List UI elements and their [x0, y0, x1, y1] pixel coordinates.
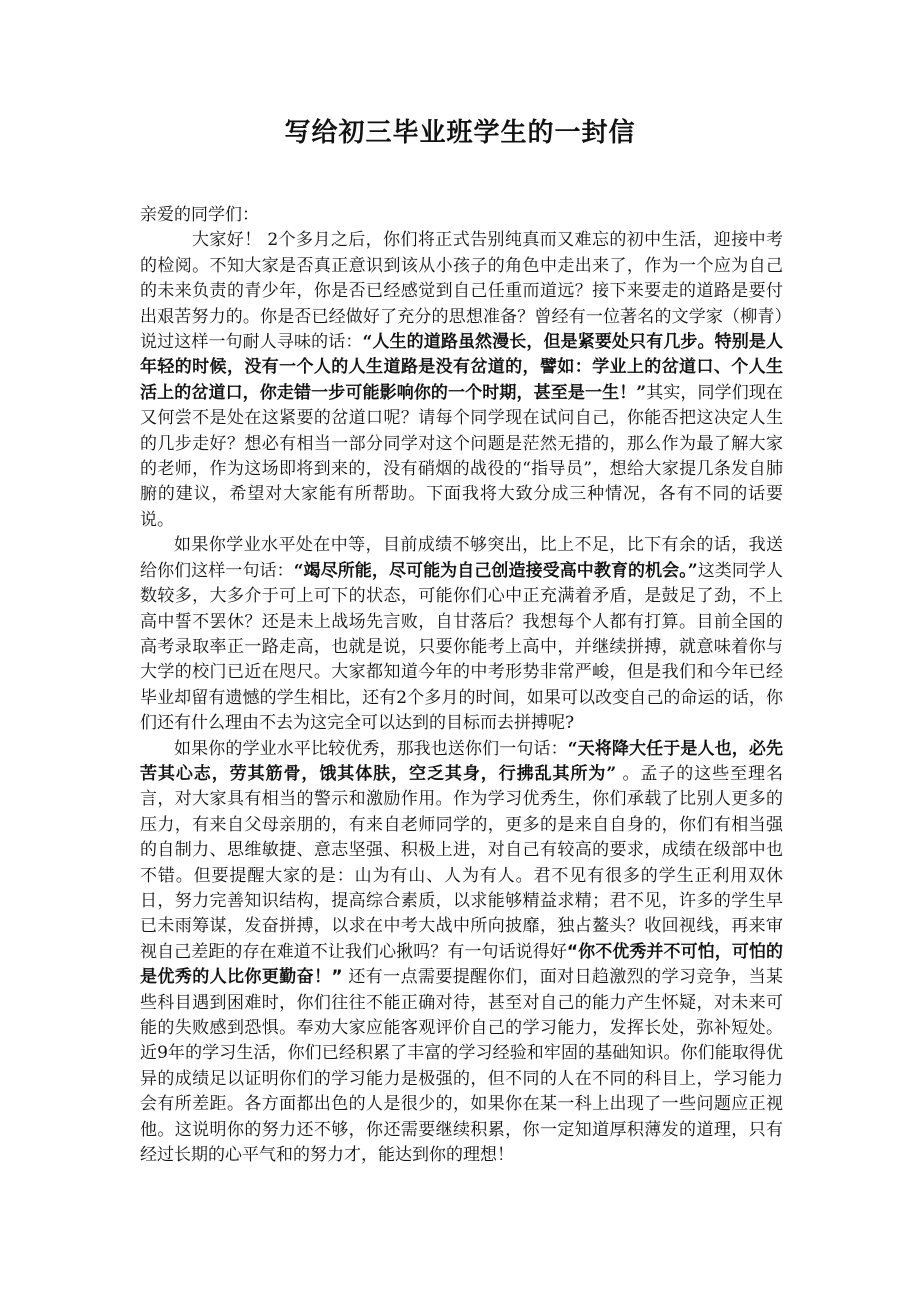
paragraph-average-text-continued: 这类同学人数较多，大多介于可上可下的状态，可能你们心中正充满着矛盾，是鼓足了劲，不上高中誓不罢休？还是未上战场先言败，自甘落后？我想每个人都有打算。目前全国的高考录取率正一路走高，也就是说，只要你能考上高中，并继续拼搏，就意味着你与大学的校门已近在咫尺。大家都知道今年的中考形势非常严峻，但是我们和今年已经毕业却留有遗憾的学生相比，还有2个多月的时间，如果可以改变自己的命运的话，你们还有什么理由不去为这完全可以达到的目标而去拼搏呢?	[140, 560, 784, 734]
paragraph-excellent-text: 如果你的学业水平比较优秀，那我也送你们一句话：	[174, 738, 568, 759]
paragraph-average-students	[140, 533, 783, 736]
diligence-quote: “你不优秀并不可怕，可怕的是优秀的人比你更勤奋！”	[140, 941, 783, 988]
paragraph-intro-text: 大家好！ 2个多月之后，你们将正式告别纯真而又难忘的初中生活，迎接中考的检阅。不知大家是否真正意识到该从小孩子的角色中走出来了，作为一个应为自己的未来负责的青少年，你是否已经感觉到自己任重而道远？接下来要走的道路是要付出艰苦努力的。你是否已经做好了充分的思想准备？曾经有一位著名的文学家（柳青）说过这样一句耐人寻味的话：	[140, 230, 783, 353]
page-title: 写给初三毕业班学生的一封信	[284, 118, 636, 148]
liu-qing-quote: “人生的道路虽然漫长，但是紧要处只有几步。特别是人年轻的时候，没有一个人的人生道路是没有岔道的，譬如：学业上的岔道口、个人生活上的岔道口，你走错一步可能影响你的一个时期，甚至是一生！”	[140, 332, 783, 403]
mencius-quote: “天将降大任于是人也，必先苦其心志，劳其筋骨，饿其体肤，空乏其身，行拂乱其所为”	[140, 738, 784, 784]
paragraph-intro-text-continued: 其实，同学们现在又何尝不是处在这紧要的岔道口呢？请每个同学现在试问自己，你能否把这决定人生的几步走好？想必有相当一部分同学对这个问题是茫然无措的，那么作为最了解大家的老师，作为这场即将到来的，没有硝烟的战役的“指导员”，想给大家提几条发自肺腑的建议，希望对大家能有所帮助。下面我将大致分成三种情况，各有不同的话要说。	[140, 382, 784, 530]
paragraph-excellent-text-continued: 。孟子的这些至理名言，对大家具有相当的警示和激励作用。作为学习优秀生，你们承载了比别人更多的压力，有来自父母亲朋的，有来自老师同学的，更多的是来自自身的，你们有相当强的自制力、思维敏捷、意志坚强、积极上进，对自己有较高的要求，成绩在级部中也不错。但要提醒大家的是：山为有山、人为有人。君不见有很多的学生正利用双休日，努力完善知识结构，提高综合素质，以求能够精益求精；君不见，许多的学生早已未雨筹谋，发奋拼搏，以求在中考大战中所向披靡，独占鳌头？收回视线，再来审视自己差距的存在难道不让我们心揪吗？有一句话说得好	[140, 763, 783, 962]
letter-body	[140, 203, 783, 1168]
greeting: 亲爱的同学们：	[140, 205, 259, 225]
paragraph-average-text: 如果你学业水平处在中等，目前成绩不够突出，比上不足，比下有余的话，我送给你们这样一句话：	[140, 535, 783, 581]
paragraph-excellent-text-final: 还有一点需要提醒你们，面对日趋激烈的学习竞争，当某些科目遇到困难时，你们往往不能正确对待，甚至对自己的能力产生怀疑，对未来可能的失败感到恐惧。奉劝大家应能客观评价自己的学习能力，发挥长处，弥补短处。近9年的学习生活，你们已经积累了丰富的学习经验和牢固的基础知识。你们能取得优异的成绩足以证明你们的学习能力是极强的，但不同的人在不同的科目上，学习能力会有所差距。各方面都出色的人是很少的，如果你在某一科上出现了一些问题应正视他。这说明你的努力还不够，你还需要继续积累，你一定知道厚积薄发的道理，只有经过长期的心平气和的努力才，能达到你的理想！	[140, 967, 783, 1166]
paragraph-excellent-students	[140, 737, 783, 1169]
average-students-quote: “竭尽所能，尽可能为自己创造接受高中教育的机会。”	[293, 560, 698, 581]
paragraph-intro	[140, 228, 783, 533]
